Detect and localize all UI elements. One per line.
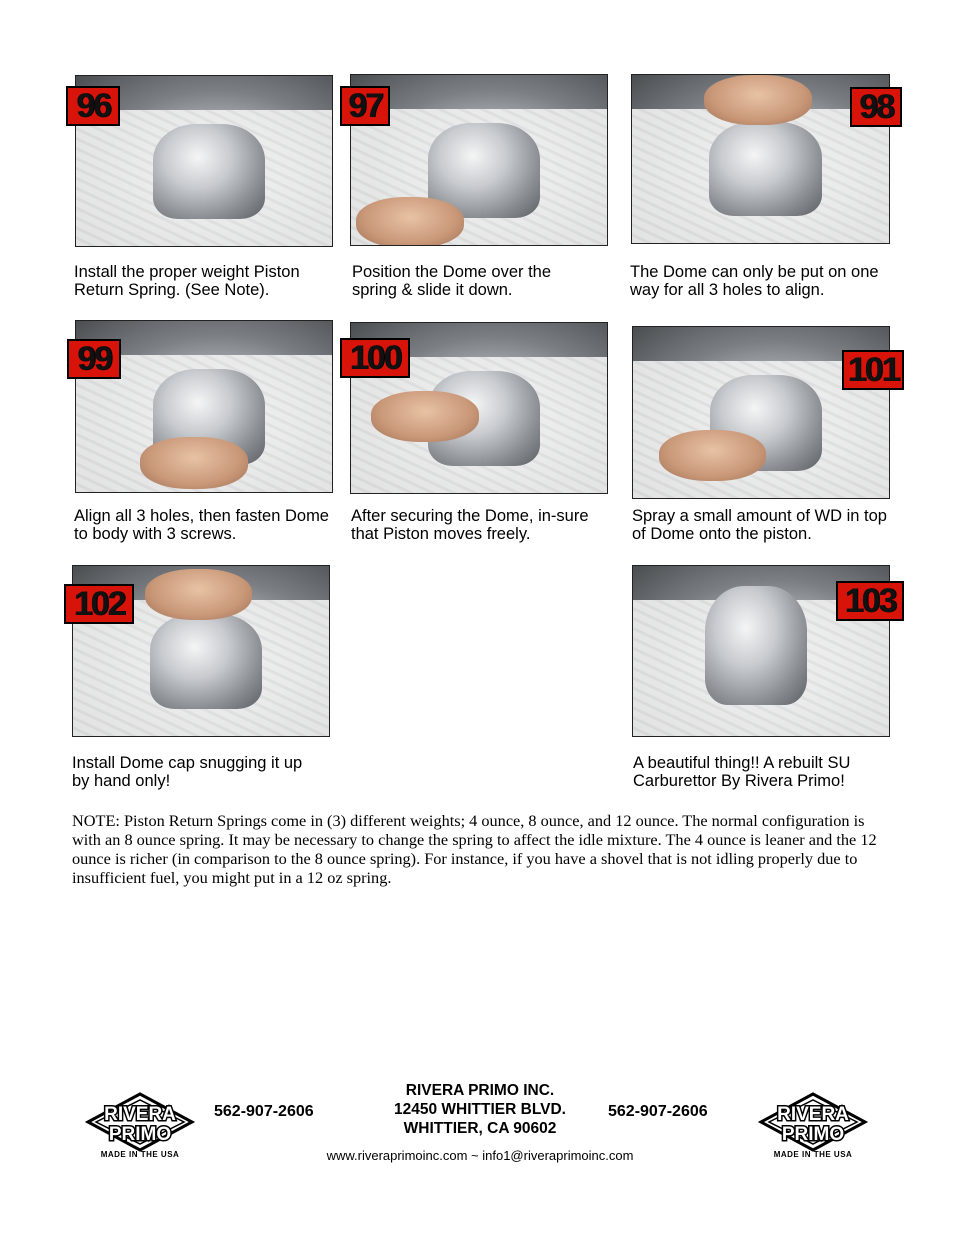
step-101-caption: Spray a small amount of WD in top of Dome onto the piston. bbox=[632, 507, 887, 543]
step-96-number: 96 bbox=[66, 86, 120, 126]
step-100-number: 100 bbox=[340, 338, 410, 378]
step-98-number: 98 bbox=[850, 87, 902, 127]
step-96-caption: Install the proper weight Piston Return Spring. (See Note). bbox=[74, 263, 300, 299]
logo-tagline: MADE IN THE USA bbox=[773, 1150, 853, 1159]
phone-right: 562-907-2606 bbox=[608, 1103, 708, 1120]
step-99-number: 99 bbox=[67, 339, 121, 379]
step-103-caption: A beautiful thing!! A rebuilt SU Carburettor By Rivera Primo! bbox=[633, 754, 851, 790]
logo-tagline: MADE IN THE USA bbox=[100, 1150, 180, 1159]
step-98-caption: The Dome can only be put on one way for all 3 holes to align. bbox=[630, 263, 879, 299]
step-99-caption: Align all 3 holes, then fasten Dome to body with 3 screws. bbox=[74, 507, 329, 543]
phone-left: 562-907-2606 bbox=[214, 1103, 314, 1120]
logo-word-primo: PRIMO bbox=[108, 1124, 172, 1145]
company-street: 12450 WHITTIER BLVD. bbox=[394, 1101, 566, 1118]
logo-emblem-icon bbox=[80, 1092, 200, 1152]
logo-word-primo: PRIMO bbox=[781, 1124, 845, 1145]
web-and-email[interactable]: www.riveraprimoinc.com ~ info1@riveraprimoinc.com bbox=[326, 1148, 634, 1163]
step-103-number: 103 bbox=[836, 581, 904, 621]
logo-word-rivera: RIVERA bbox=[777, 1104, 849, 1125]
company-name: RIVERA PRIMO INC. bbox=[405, 1082, 555, 1099]
logo-word-rivera: RIVERA bbox=[104, 1104, 176, 1125]
spring-note: NOTE: Piston Return Springs come in (3) different weights; 4 ounce, 8 ounce, and 12 ounce. The normal configuration is with an 8 ounce spring. It may be necessary to change the spring to affect the idle mixture. The 4 ounce is leaner and the 12 ounce is richer (in comparison to the 8 ounce spring). For instance, if you have a shovel that is not idling properly due to insufficient fuel, you might put in a 12 oz spring. bbox=[72, 811, 877, 887]
step-100-caption: After securing the Dome, in-sure that Piston moves freely. bbox=[351, 507, 589, 543]
rivera-primo-logo-right bbox=[753, 1092, 873, 1162]
step-102-caption: Install Dome cap snugging it up by hand only! bbox=[72, 754, 303, 790]
step-102-number: 102 bbox=[64, 584, 134, 624]
logo-emblem-icon bbox=[753, 1092, 873, 1152]
step-97-number: 97 bbox=[340, 86, 390, 126]
step-101-number: 101 bbox=[842, 350, 904, 390]
company-city: WHITTIER, CA 90602 bbox=[403, 1120, 557, 1137]
step-97-caption: Position the Dome over the spring & slide it down. bbox=[352, 263, 552, 299]
rivera-primo-logo-left bbox=[80, 1092, 200, 1162]
